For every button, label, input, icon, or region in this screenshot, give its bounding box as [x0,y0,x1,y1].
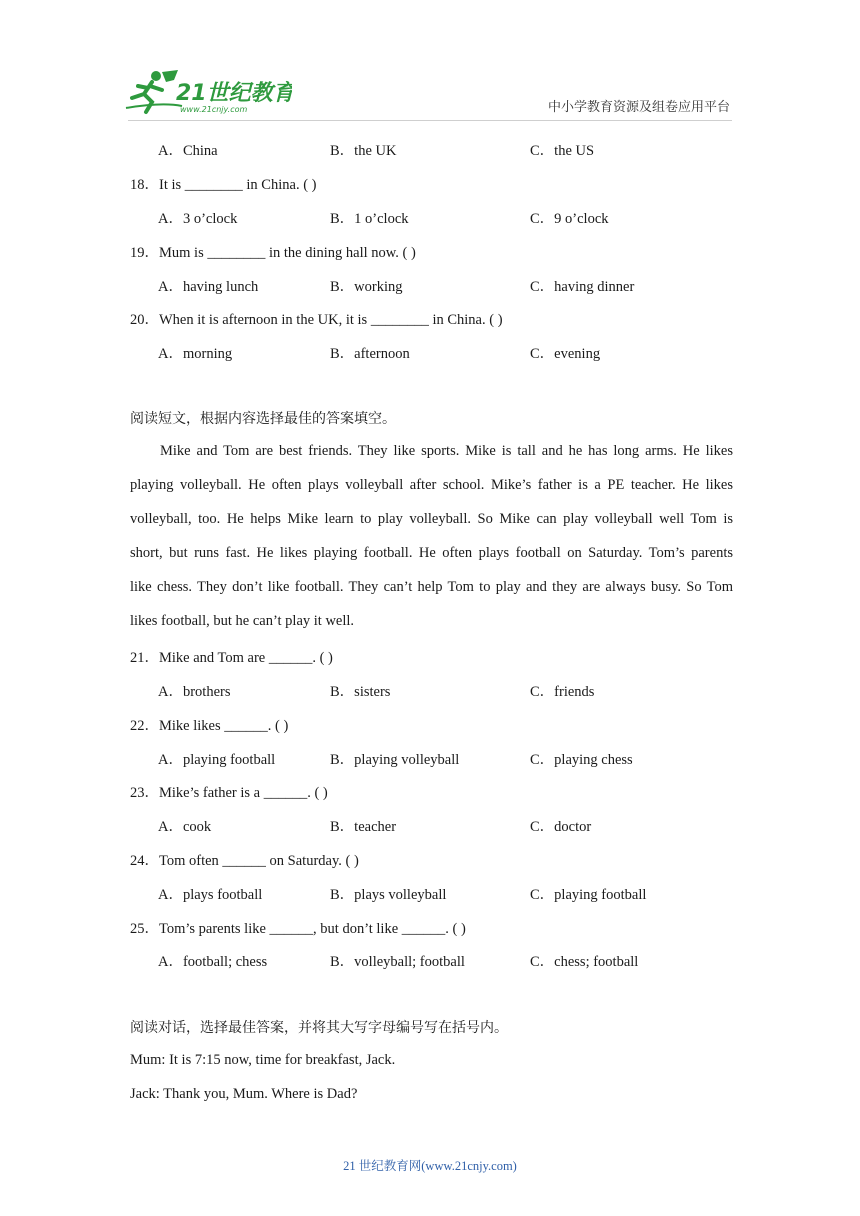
option-c: C．9 o’clock [530,211,609,227]
passage-line: Mike and Tom are best friends. They like sports. Mike is tall and he has long arms. He likes [160,443,733,459]
header-divider [128,120,732,121]
option-c: C．having dinner [530,279,635,295]
section-instruction: 阅读对话，选择最佳答案，并将其大写字母编号写在括号内。 [130,1020,508,1036]
option-a: A．cook [158,819,212,835]
question-stem: 23．Mike’s father is a ______. ( ) [130,785,328,801]
option-c: C．playing chess [530,752,633,768]
passage-line: short, but runs fast. He likes playing football. He often plays football on Saturday. Tom’s parents [130,545,733,561]
reading-passage [130,434,733,638]
option-b: B．teacher [330,819,397,835]
option-b: B．playing volleyball [330,752,460,768]
option-b: B．volleyball; football [330,954,465,970]
option-c: C．chess; football [530,954,639,970]
logo-url-text: www.21cnjy.com [180,105,248,114]
question-stem: 21．Mike and Tom are ______. ( ) [130,650,333,666]
dialogue-line: Mum: It is 7:15 now, time for breakfast, Jack. [130,1052,396,1068]
option-a: A．having lunch [158,279,259,295]
q17-option-c: C．the US [530,143,595,159]
passage-line: volleyball, too. He helps Mike learn to play volleyball. So Mike can play volleyball well Tom is [130,511,733,527]
question-stem: 24．Tom often ______ on Saturday. ( ) [130,853,359,869]
option-a: A．football; chess [158,954,268,970]
question-stem: 20．When it is afternoon in the UK, it is ________ in China. ( ) [130,312,503,328]
question-stem: 22．Mike likes ______. ( ) [130,718,289,734]
q17-option-a: A．China [158,143,218,159]
passage-line: likes football, but he can’t play it well. [130,613,355,629]
question-stem: 19．Mum is ________ in the dining hall now. ( ) [130,245,416,261]
option-a: A．plays football [158,887,263,903]
header-platform-text: 中小学教育资源及组卷应用平台 [547,100,730,115]
option-c: C．evening [530,346,601,362]
option-b: B．plays volleyball [330,887,447,903]
site-logo [122,68,292,116]
question-stem: 18．It is ________ in China. ( ) [130,177,317,193]
dialogue-line: Jack: Thank you, Mum. Where is Dad? [130,1086,358,1102]
runner-logo-icon [122,68,292,116]
passage-line: like chess. They don’t like football. They can’t help Tom to play and they are always busy. So Tom [130,579,733,595]
passage-line: playing volleyball. He often plays volleyball after school. Mike’s father is a PE teacher. He likes [130,477,733,493]
option-a: A．3 o’clock [158,211,238,227]
option-a: A．morning [158,346,233,362]
option-c: C．doctor [530,819,592,835]
option-a: A．playing football [158,752,276,768]
option-b: B．1 o’clock [330,211,409,227]
option-b: B．afternoon [330,346,410,362]
option-a: A．brothers [158,684,231,700]
page-footer: 21 世纪教育网(www.21cnjy.com) [343,1159,517,1173]
section-instruction: 阅读短文，根据内容选择最佳的答案填空。 [130,411,396,427]
q17-option-b: B．the UK [330,143,397,159]
option-c: C．playing football [530,887,647,903]
logo-text: 21世纪教育 [176,81,292,106]
option-c: C．friends [530,684,595,700]
option-b: B．working [330,279,403,295]
question-stem: 25．Tom’s parents like ______, but don’t like ______. ( ) [130,921,466,937]
option-b: B．sisters [330,684,391,700]
